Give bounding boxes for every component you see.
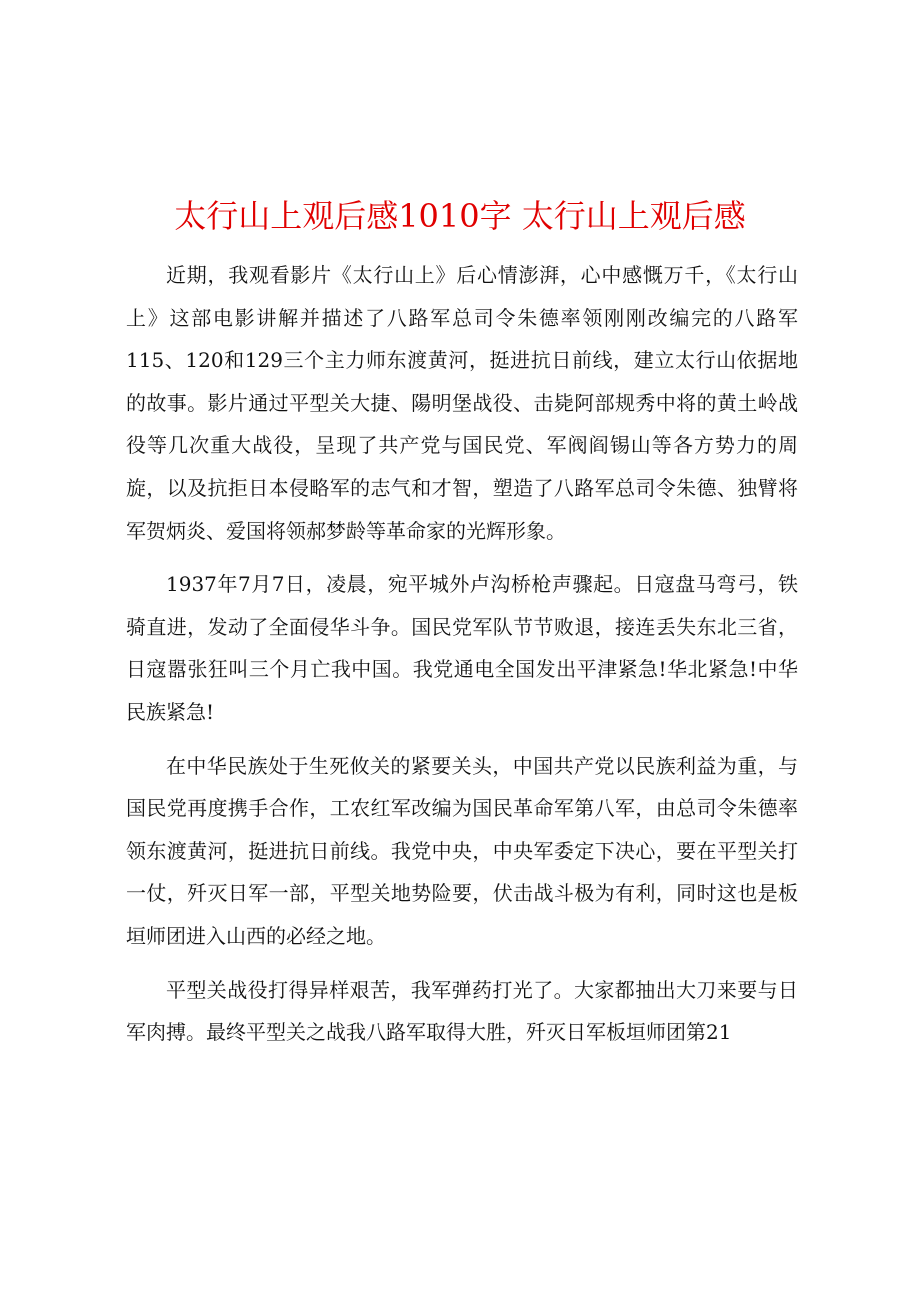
paragraph-3: 在中华民族处于生死攸关的紧要关头，中国共产党以民族利益为重，与国民党再度携手合作，工农红军改编为国民革命军第八军，由总司令朱德率领东渡黄河，挺进抗日前线。我党中央，中央军委定下决心，要在平型关打一仗，歼灭日军一部，平型关地势险要，伏击战斗极为有利，同时这也是板垣师团进入山西的必经之地。 [126, 753, 798, 948]
document-body [126, 254, 798, 1065]
paragraph-2: 1937年7月7日，凌晨，宛平城外卢沟桥枪声骤起。日寇盘马弯弓，铁骑直进，发动了全面侵华斗争。国民党军队节节败退，接连丢失东北三省，日寇嚣张狂叫三个月亡我中国。我党通电全国发出平津紧急!华北紧急!中华民族紧急! [126, 572, 798, 724]
paragraph-1: 近期，我观看影片《太行山上》后心情澎湃，心中感慨万千，《太行山上》这部电影讲解并描述了八路军总司令朱德率领刚刚改编完的八路军115、120和129三个主力师东渡黄河，挺进抗日前线，建立太行山依据地的故事。影片通过平型关大捷、陽明堡战役、击毙阿部规秀中将的黄土岭战役等几次重大战役，呈现了共产党与国民党、军阀阎锡山等各方势力的周旋，以及抗拒日本侵略军的志气和才智，塑造了八路军总司令朱德、独臂将军贺炳炎、爱国将领郝梦龄等革命家的光辉形象。 [126, 263, 798, 543]
document-title: 太行山上观后感1010字 太行山上观后感 [174, 197, 746, 235]
paragraph-4: 平型关战役打得异样艰苦，我军弹药打光了。大家都抽出大刀来要与日军肉搏。最终平型关之战我八路军取得大胜，歼灭日军板垣师团第21 [126, 977, 798, 1045]
